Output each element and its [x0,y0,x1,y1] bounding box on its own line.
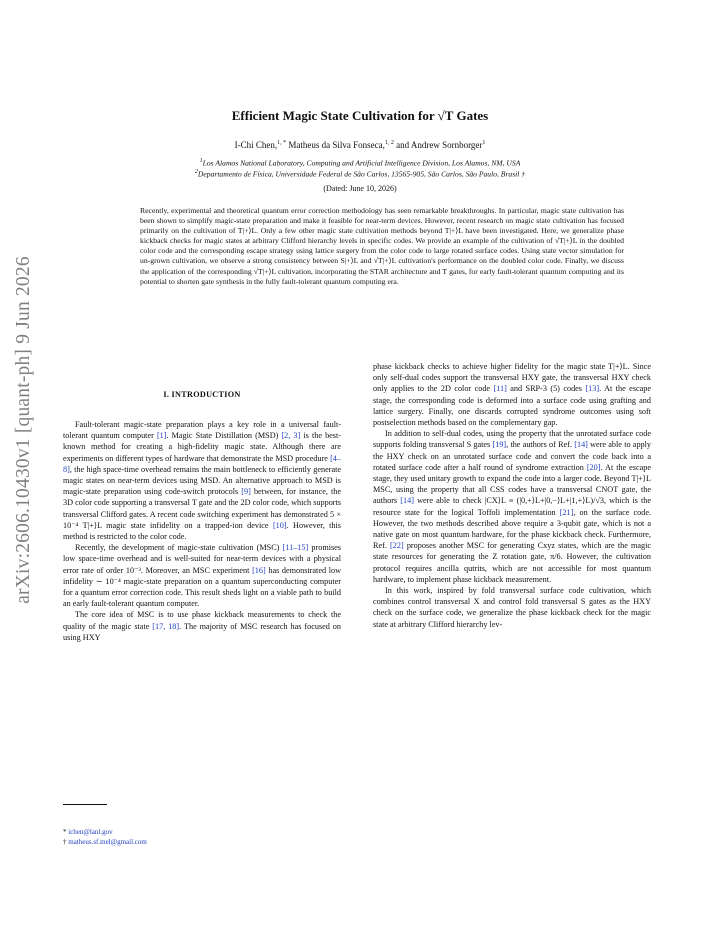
paragraph [63,419,341,542]
paragraph-text: were able to check |CX⟩L ≡ (|0,+⟩L+|0,−⟩L+|1,+⟩L)/√3, which is the resource state for the logical Toffoli implementation [373,496,651,517]
citation-link[interactable]: [9] [241,487,251,497]
citation-link[interactable]: [2, 3] [281,431,301,441]
author-affil-mark: 1, 2 [384,140,394,146]
author-list [0,140,720,150]
paragraph-text: The core idea of MSC is to use phase kickback measurements to check the quality of the magic state [63,610,341,631]
paragraph [373,361,651,428]
paragraph-text: proposes another MSC for generating Cxyz states, which are the magic state resources for generating the Z rotation gate, π/6. However, the cultivation protocol requires ancilla qutrits, which are not accessible for most quantum hardware, to implement phase kickback measurement. [373,541,651,584]
paragraph-text: and SRP-3 (5) codes [506,384,586,394]
paragraph-text: between, for instance, the 3D color code supporting a transversal T gate and the 2D color code, which supports transversal Clifford gates. A recent code switching experiment has demonstrated 5 × 10⁻⁴ T|+⟩L magic state infidelity on a trapped-ion device [63,487,341,530]
footnote [63,827,147,837]
paragraph-text: . At the escape stage, they used unitary growth to expand the code into a larger code. Beyond T|+⟩L MSC, using the property that all CSS codes have a transversal CNOT gate, the authors [373,462,651,506]
paragraph-text: is the best-known method for creating a high-fidelity magic state. Although there are experiments on different types of hardware that demonstrate the MSD procedure [63,431,341,463]
paragraph [373,585,651,630]
citation-link[interactable]: [13] [585,384,600,394]
paragraph-text: In this work, inspired by fold transversal surface code cultivation, which combines control transversal X and control fold transversal S gates as the HXY check on the surface code, we generalize the phase kickback check for the magic state at arbitrary Clifford hierarchy lev- [373,586,651,629]
author-affil-mark: 1 [482,140,486,146]
footnote [63,837,147,847]
paragraph-text: were able to apply the HXY check on an unrotated surface code and convert the code back into a rotated surface code after a half round of syndrome extraction [373,440,651,472]
author-name: I-Chi Chen, [234,140,278,150]
affiliation-mark: 1 [199,158,203,164]
footnote-mark: † [63,838,67,846]
author-name: and Andrew Sornborger [396,140,483,150]
affiliation-text: Los Alamos National Laboratory, Computing and Artificial Intelligence Division, Los Alamos, NM, USA [202,158,521,168]
paragraph-text: has demonstrated low infidelity ∼ 10⁻⁴ magic-state preparation on a quantum superconducting computer for a quantum error correction code. This result sheds light on a viable path to build an early fault-tolerant quantum computer. [63,565,341,609]
citation-link[interactable]: [21] [559,507,574,517]
citation-link[interactable]: [22] [390,541,404,551]
paragraph-text: In addition to self-dual codes, using the property that the unrotated surface code supports folding transversal S gates [373,429,651,450]
arxiv-identifier [6,180,42,680]
affiliation-text: Departamento de Física, Universidade Federal de São Carlos, 13565-905, São Carlos, São Paulo, Brasil † [197,169,526,179]
footnotes [63,827,147,847]
citation-link[interactable]: [16] [252,565,266,575]
citation-link[interactable]: [11–15] [282,543,309,553]
paragraph-text: , on the surface code. However, the two methods described above require a 3-qubit gate, which is not a native gate on most quantum hardware, for the phase kickback check. Furthermore, Ref. [373,507,652,551]
citation-link[interactable]: [1] [156,431,167,441]
section-heading: I. INTRODUCTION [163,390,241,399]
citation-link[interactable]: [14] [574,440,588,450]
author-affil-mark: 1, * [277,140,287,146]
paragraph [63,609,341,643]
affiliation-mark: 2 [194,169,198,175]
affiliation [0,169,720,179]
citation-link[interactable]: [10] [272,520,287,530]
paragraph-text: , the authors of Ref. [506,440,575,450]
date-line: (Dated: June 10, 2026) [323,184,397,193]
paper-title: Efficient Magic State Cultivation for √T Gates [231,108,489,123]
paragraph-text: Fault-tolerant magic-state preparation plays a key role in a universal fault-tolerant quantum computer [63,420,341,441]
paragraph-text: . However, this method is restricted to the color code. [63,520,341,542]
email-link[interactable]: ichen@lanl.gov [68,828,113,836]
paragraph [373,428,651,585]
arxiv-id-text: arXiv:2606.10430v1 [quant-ph] 9 Jun 2026 [13,256,34,604]
paragraph-text: promises low space-time overhead and is well-suited for near-term devices with a physical error rate of order 10⁻³. Moreover, an MSC experiment [63,543,341,575]
paragraph-text: Recently, the development of magic-state cultivation (MSC) [75,543,283,553]
paragraph-text: , the high space-time overhead remains the main bottleneck to efficiently generate magic states on near-term devices using MSD. An alternative approach to MSD is magic-state preparation using code-switch protocols [63,464,341,497]
paragraph-text: . At the escape stage, the corresponding code is deformed into a surface code using grafting and lattice surgery. Finally, one discards corrupted syndrome outcomes using soft postselection methods based on the complementary gap. [373,384,651,428]
author-name: Matheus da Silva Fonseca, [288,140,385,150]
footnote-rule [63,804,107,805]
right-column [373,361,651,630]
abstract: Recently, experimental and theoretical quantum error correction methodology has seen remarkable breakthroughs. In particular, magic state cultivation has been shown to simplify magic-state preparation and make it feasible for near-term devices. However, recent research on magic state cultivation has focused primarily on the cultivation of T|+⟩L. Only a few other magic state cultivation methods beyond T|+⟩L have been investigated. Here, we generalize phase kickback checks for magic states at arbitrary Clifford hierarchy levels in specific codes. We provide an example of the cultivation of √T|+⟩L in the doubled color code and the corresponding escape strategy using lattice surgery from the color code to large rotated surface codes. Using state vector simulation for un-grown cultivation, we observe a strong consistency between S|+⟩L and √T|+⟩L cultivation's performance on the doubled color code. Finally, we discuss the application of the corresponding √T|+⟩L cultivation, incorporating the STAR architecture and T gates, for early fault-tolerant quantum computing and its potential to shorten gate synthesis in the fully fault-tolerant quantum computing era. [140,206,624,286]
citation-link[interactable]: [11] [493,384,507,394]
affiliation [0,158,720,168]
email-link[interactable]: matheus.sf.mel@gmail.com [68,838,147,846]
paragraph-text: . The majority of MSC research has focused on using HXY [63,621,341,642]
paragraph-text: . Magic State Distillation (MSD) [166,431,282,441]
footnote-mark: * [63,828,67,836]
left-column [63,419,341,643]
paragraph-text: phase kickback checks to achieve higher fidelity for the magic state T|+⟩L. Since only self-dual codes support the transversal HXY gate, the transversal HXY check only applies to the 2D color code [373,362,651,394]
citation-link[interactable]: [20] [586,462,601,472]
citation-link[interactable]: [19] [492,440,507,450]
paragraph [63,542,341,609]
citation-link[interactable]: [4–8] [63,453,341,474]
citation-link[interactable]: [17, 18] [152,621,180,631]
citation-link[interactable]: [14] [400,496,414,506]
